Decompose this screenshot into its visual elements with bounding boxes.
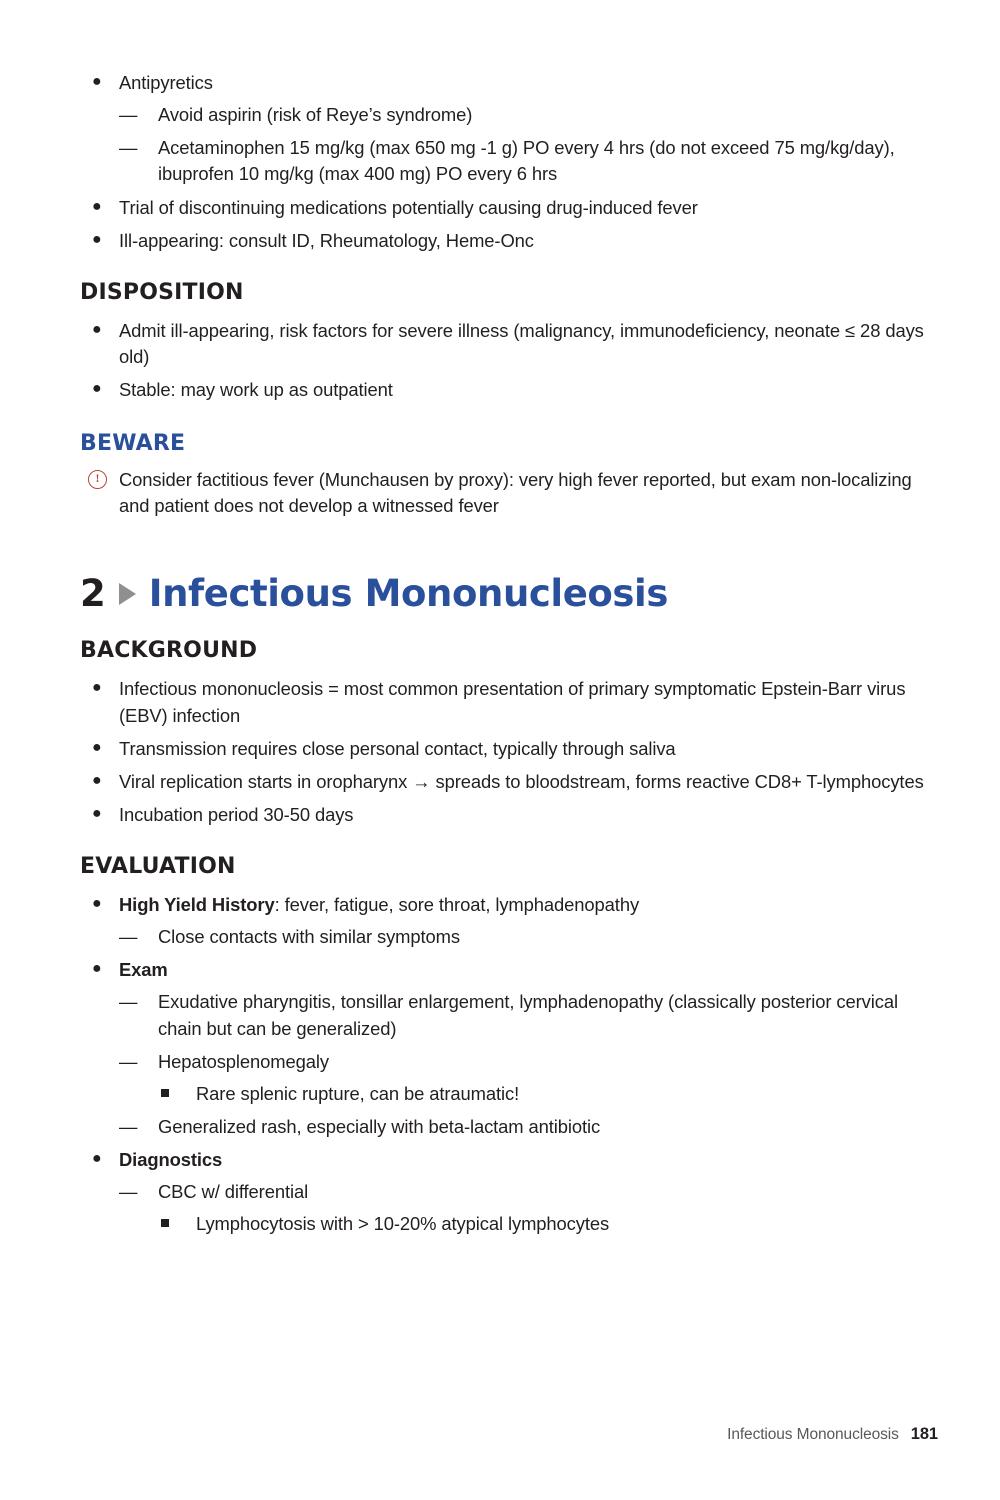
triangle-right-icon bbox=[119, 583, 136, 605]
warning-exclamation-icon: ! bbox=[88, 470, 107, 489]
sub-list-item bbox=[119, 989, 938, 1041]
sub-list-item bbox=[119, 1049, 938, 1107]
sub-list-item bbox=[119, 135, 938, 187]
list-item-text: Transmission requires close personal contact, typically through saliva bbox=[119, 737, 676, 759]
page-footer bbox=[727, 1425, 938, 1444]
list-item bbox=[80, 228, 938, 254]
sub-list bbox=[119, 1179, 938, 1237]
management-list bbox=[80, 70, 938, 254]
sub-list-item bbox=[119, 102, 938, 128]
sub-sub-list bbox=[158, 1211, 938, 1237]
background-list bbox=[80, 676, 938, 828]
sub-sub-list-item-text: Lymphocytosis with > 10-20% atypical lymphocytes bbox=[196, 1213, 610, 1235]
list-item-text: Incubation period 30-50 days bbox=[119, 803, 354, 825]
list-item bbox=[80, 957, 938, 1140]
list-item bbox=[80, 377, 938, 403]
bullet-icon: ● bbox=[92, 738, 102, 756]
sub-list-item-text: Generalized rash, especially with beta-lactam antibiotic bbox=[158, 1115, 601, 1137]
list-item bbox=[80, 676, 938, 728]
sub-list-item-text: CBC w/ differential bbox=[158, 1181, 309, 1203]
sub-list-item bbox=[119, 1114, 938, 1140]
bullet-icon: ● bbox=[92, 1150, 102, 1167]
bullet-icon: ● bbox=[92, 895, 102, 912]
running-title: Infectious Mononucleosis bbox=[727, 1426, 899, 1443]
list-item-label: Exam bbox=[119, 959, 168, 981]
dash-icon: — bbox=[119, 137, 138, 159]
list-item bbox=[80, 736, 938, 762]
section-heading-evaluation: EVALUATION bbox=[80, 854, 236, 879]
bullet-icon: ● bbox=[92, 679, 102, 697]
sub-list bbox=[119, 102, 938, 187]
sub-list bbox=[119, 989, 938, 1140]
list-item bbox=[80, 318, 938, 370]
sub-list-item-text: Close contacts with similar symptoms bbox=[158, 926, 460, 948]
bullet-icon: ● bbox=[92, 197, 102, 215]
dash-icon: — bbox=[119, 926, 138, 948]
dash-icon: — bbox=[119, 1050, 138, 1072]
sub-sub-list bbox=[158, 1081, 938, 1107]
list-item bbox=[80, 769, 938, 795]
evaluation-list bbox=[80, 892, 938, 1237]
list-item bbox=[80, 802, 938, 828]
bullet-icon: ● bbox=[92, 804, 102, 822]
beware-callout bbox=[80, 467, 938, 519]
bullet-icon: ● bbox=[92, 771, 102, 789]
chapter-heading-text: Infectious Mononucleosis bbox=[148, 572, 668, 616]
sub-list-item bbox=[119, 1179, 938, 1237]
list-item bbox=[80, 892, 938, 950]
sub-sub-list-item bbox=[158, 1211, 938, 1237]
dash-icon: — bbox=[119, 1181, 138, 1203]
bullet-icon: ● bbox=[92, 320, 102, 338]
sub-sub-list-item bbox=[158, 1081, 938, 1107]
sub-list-item-text: Hepatosplenomegaly bbox=[158, 1050, 329, 1072]
list-item-text: : fever, fatigue, sore throat, lymphadenopathy bbox=[274, 894, 640, 915]
sub-list-item-text: Avoid aspirin (risk of Reye’s syndrome) bbox=[158, 104, 473, 126]
list-item-text: Stable: may work up as outpatient bbox=[119, 379, 393, 400]
chapter-title bbox=[80, 572, 938, 616]
square-bullet-icon bbox=[161, 1089, 169, 1097]
list-item bbox=[80, 195, 938, 221]
sub-list-item-text: Acetaminophen 15 mg/kg (max 650 mg -1 g) PO every 4 hrs (do not exceed 75 mg/kg/day), ibuprofen 10 mg/kg (max 400 mg) PO every 6 hrs bbox=[158, 137, 895, 185]
section-heading-disposition: DISPOSITION bbox=[80, 279, 244, 305]
page-number: 181 bbox=[910, 1425, 938, 1443]
sub-sub-list-item-text: Rare splenic rupture, can be atraumatic! bbox=[196, 1082, 520, 1104]
beware-text: Consider factitious fever (Munchausen by proxy): very high fever reported, but exam non-localizing and patient does not develop a witnessed fever bbox=[119, 469, 912, 517]
list-item bbox=[80, 70, 938, 188]
list-item-text: Infectious mononucleosis = most common presentation of primary symptomatic Epstein-Barr virus (EBV) infection bbox=[119, 678, 906, 726]
sub-list-item bbox=[119, 924, 938, 950]
list-item-text: Trial of discontinuing medications potentially causing drug-induced fever bbox=[119, 196, 698, 218]
dash-icon: — bbox=[119, 1115, 138, 1137]
square-bullet-icon bbox=[161, 1219, 169, 1227]
section-heading-background: BACKGROUND bbox=[80, 638, 258, 664]
list-item-text: Viral replication starts in oropharynx → spreads to bloodstream, forms reactive CD8+ T-lymphocytes bbox=[119, 770, 924, 792]
dash-icon: — bbox=[119, 991, 138, 1013]
dash-icon: — bbox=[119, 104, 138, 126]
section-heading-beware: BEWARE bbox=[80, 431, 186, 457]
bullet-icon: ● bbox=[92, 230, 102, 248]
bullet-icon: ● bbox=[92, 960, 102, 978]
chapter-number: 2 bbox=[80, 572, 106, 616]
list-item-text: Admit ill-appearing, risk factors for severe illness (malignancy, immunodeficiency, neonate ≤ 28 days old) bbox=[119, 319, 924, 367]
list-item-label: Diagnostics bbox=[119, 1149, 223, 1170]
bullet-icon: ● bbox=[92, 380, 102, 397]
list-item-text: Antipyretics bbox=[119, 72, 213, 93]
list-item-text: Ill-appearing: consult ID, Rheumatology, Heme-Onc bbox=[119, 229, 534, 251]
sub-list-item-text: Exudative pharyngitis, tonsillar enlargement, lymphadenopathy (classically posterior cervical chain but can be generalized) bbox=[158, 991, 898, 1039]
sub-list bbox=[119, 924, 938, 950]
list-item-label: High Yield History bbox=[119, 894, 275, 915]
list-item bbox=[80, 1147, 938, 1237]
bullet-icon: ● bbox=[92, 73, 102, 90]
disposition-list bbox=[80, 318, 938, 403]
